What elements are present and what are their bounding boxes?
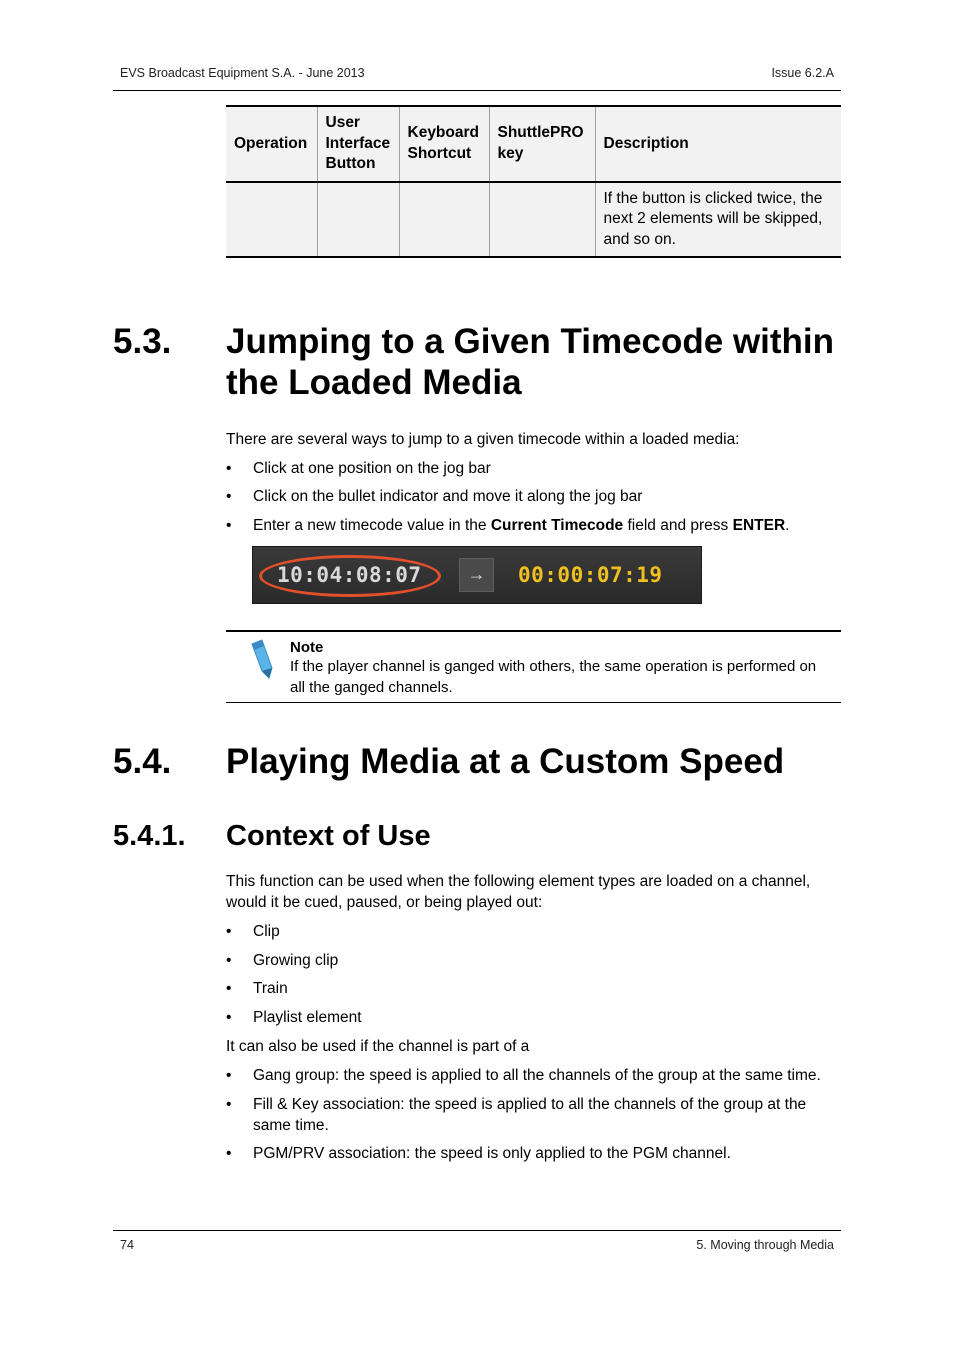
- table-header-row: [226, 106, 841, 182]
- list-item-text: Fill & Key association: the speed is applied to all the channels of the group at the same time.: [253, 1096, 807, 1134]
- bullet-dot: •: [226, 1145, 232, 1162]
- table-cell: [226, 182, 317, 258]
- table-header-cell: Keyboard Shortcut: [399, 106, 489, 182]
- group-intro: It can also be used if the channel is part of a: [226, 1038, 530, 1055]
- list-item-text: Click on the bullet indicator and move it along the jog bar: [253, 488, 643, 505]
- table-header-cell: User Interface Button: [317, 106, 399, 182]
- bullet-dot: •: [226, 1096, 232, 1113]
- list-item-text: Playlist element: [253, 1009, 362, 1026]
- table-header-cell: Description: [595, 106, 841, 182]
- section-number: 5.4.: [113, 742, 172, 781]
- bullet-dot: •: [226, 488, 232, 505]
- list-item-text: Gang group: the speed is applied to all the channels of the group at the same time.: [253, 1067, 821, 1084]
- list-item-text: PGM/PRV association: the speed is only applied to the PGM channel.: [253, 1145, 731, 1162]
- footer-divider: [113, 1230, 841, 1231]
- bullet-dot: •: [226, 923, 232, 940]
- bullet-dot: •: [226, 980, 232, 997]
- enter-key-label: ENTER: [732, 517, 786, 534]
- subsection-intro: This function can be used when the following element types are loaded on a channel, would it be cued, paused, or being played out:: [226, 873, 811, 911]
- arrow-right-icon[interactable]: →: [459, 558, 494, 592]
- pencil-icon: [242, 638, 276, 685]
- table-cell: If the button is clicked twice, the next 2 elements will be skipped, and so on.: [595, 182, 841, 258]
- table-cell: [399, 182, 489, 258]
- header-right: Issue 6.2.A: [771, 66, 834, 80]
- list-item-text: Click at one position on the jog bar: [253, 460, 491, 477]
- timecode-widget: [252, 546, 702, 604]
- operations-table: [226, 105, 841, 258]
- section-intro: There are several ways to jump to a given timecode within a loaded media:: [226, 431, 740, 448]
- list-item-text: Growing clip: [253, 952, 339, 969]
- header-left: EVS Broadcast Equipment S.A. - June 2013: [120, 66, 365, 80]
- header-divider: [113, 90, 841, 91]
- highlight-ring: [259, 555, 441, 597]
- table-row: [226, 182, 841, 258]
- chapter-title: 5. Moving through Media: [696, 1238, 834, 1252]
- section-number: 5.3.: [113, 322, 172, 361]
- table-header-cell: Operation: [226, 106, 317, 182]
- duration-timecode: 00:00:07:19: [518, 563, 663, 587]
- subsection-title: Context of Use: [226, 820, 431, 852]
- list-item-text: Train: [253, 980, 288, 997]
- list-item-text: Clip: [253, 923, 280, 940]
- section-title-line2: the Loaded Media: [226, 363, 522, 402]
- bullet-dot: •: [226, 517, 232, 534]
- section-title: Playing Media at a Custom Speed: [226, 742, 785, 781]
- list-item-text: Enter a new timecode value in the Current Timecode field and press ENTER.: [253, 517, 790, 534]
- subsection-number: 5.4.1.: [113, 820, 186, 852]
- note-box: [226, 630, 841, 703]
- current-timecode-field[interactable]: 10:04:08:07: [277, 563, 422, 587]
- bullet-dot: •: [226, 1009, 232, 1026]
- table-cell: [317, 182, 399, 258]
- current-timecode-label: Current Timecode: [490, 517, 624, 534]
- note-text: If the player channel is ganged with others, the same operation is performed on all the ganged channels.: [290, 658, 817, 696]
- bullet-dot: •: [226, 460, 232, 477]
- table-cell: [489, 182, 595, 258]
- page-number: 74: [120, 1238, 134, 1252]
- bullet-dot: •: [226, 1067, 232, 1084]
- section-title-line1: Jumping to a Given Timecode within: [226, 322, 835, 361]
- table-header-cell: ShuttlePRO key: [489, 106, 595, 182]
- note-title: Note: [290, 639, 324, 656]
- bullet-dot: •: [226, 952, 232, 969]
